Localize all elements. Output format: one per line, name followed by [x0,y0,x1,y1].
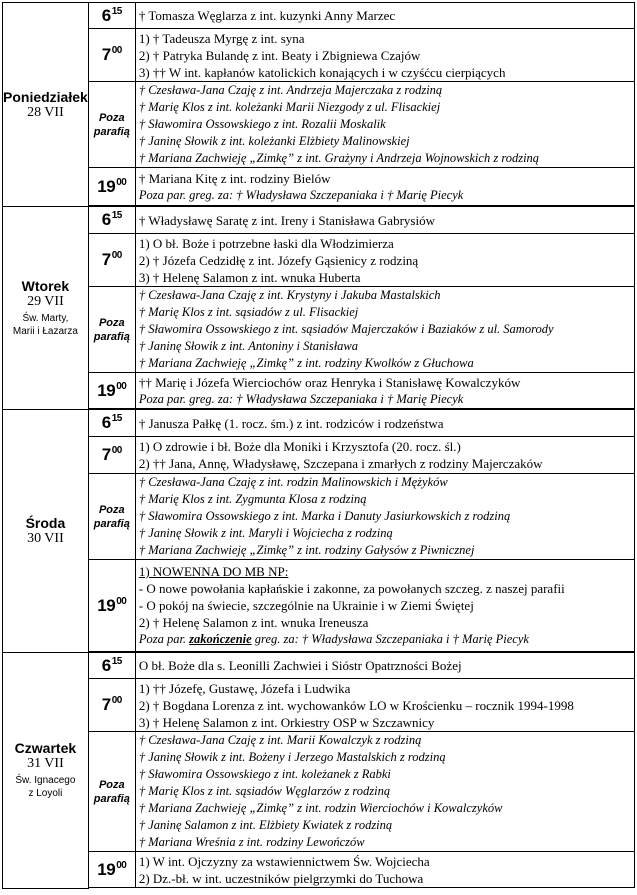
outside-parish-label: Poza parafią [88,474,135,560]
outside-intention: † Janinę Słowik z int. Bożeny i Jerzego Mastalskich z rodziną [138,750,446,764]
outside-intention: † Sławomira Ossowskiego z int. Marka i Danuty Jasiurkowskich z rodziną [138,509,511,523]
intention-line: 2) † Józefa Cedzidłę z int. Józefy Gąsienicy z rodziną [138,253,419,268]
intention-line: - O nowe powołania kapłańskie i zakonne, za powołanych szczeg. z naszej parafii [138,581,565,596]
intention-line: †† Marię i Józefa Wierciochów oraz Henryka i Stanisławę Kowalczyków [138,374,521,390]
row-thursday-1900 [3,852,635,888]
time-1900: $19^{00}$ [88,373,135,409]
time-1900: $19^{00}$ [88,560,135,652]
row-tuesday-615 [3,207,635,234]
intention-line: 1) O bł. Boże i potrzebne łaski dla Włodzimierza [138,236,394,251]
gregorian-line: Poza par. zakończenie greg. za: † Władysława Szczepaniaka i † Marię Piecyk [138,632,529,646]
outside-parish-label: Poza parafią [88,287,135,373]
row-thursday-outside [3,732,635,852]
row-thursday-700 [3,679,635,732]
outside-intention: † Czesława-Jana Czaję z int. rodzin Malinowskich i Mężyków [138,475,448,489]
row-tuesday-outside [3,287,635,373]
row-tuesday-1900 [3,373,635,409]
intention-line: 1) †† Józefę, Gustawę, Józefa i Ludwika [138,681,351,696]
intention-text: O bł. Boże dla s. Leonilli Zachwiei i Sióstr Opatrzności Bożej [138,658,462,673]
day-date: 30 VII [27,531,64,546]
day-patron: Św. Marty, [22,313,69,324]
row-monday-700 [3,29,635,82]
row-thursday-615 [3,653,635,679]
time-615: $6^{15}$ [88,207,135,234]
outside-intention: † Mariana Zachwieję „Zimkę” z int. rodziny Gałysów z Piwnicznej [138,543,475,557]
day-patron: Marii i Łazarza [12,326,78,337]
intention-line: 1) W int. Ojczyzny za wstawiennictwem Św. Wojciecha [138,853,430,869]
gregorian-ending-word: zakończenie [189,632,252,646]
outside-intention: † Czesława-Jana Czaję z int. Andrzeja Majerczaka z rodziną [138,83,443,97]
outside-intention: † Janinę Słowik z int. Maryli i Wojciecha z rodziną [138,526,393,540]
gregorian-line: Poza par. greg. za: † Władysława Szczepaniaka i † Marię Piecyk [138,187,464,202]
outside-intention: † Mariana Zachwieję „Zimkę” z int. Grażyny i Andrzeja Wojnowskich z rodziną [138,151,540,165]
day-name: Środa [25,515,66,531]
outside-intention: † Janinę Salamon z int. Elżbiety Kwiatek z rodziną [138,818,393,832]
outside-intention: † Sławomira Ossowskiego z int. Rozalii Moskalik [138,117,386,131]
day-cell-thursday [3,653,89,889]
intention-line: 3) † Helenę Salamon z int. wnuka Huberta [138,270,361,285]
novena-heading: 1) NOWENNA DO MB NP: [138,564,289,579]
intention-line: 1) † Tadeusza Myrgę z int. syna [138,31,305,46]
day-date: 29 VII [27,294,64,309]
intention-text: † Tomasza Węglarza z int. kuzynki Anny Marzec [138,8,396,23]
time-615: $6^{15}$ [88,653,135,679]
outside-intention: † Mariana Zachwieję „Zimkę” z int. rodzin Wierciochów i Kowalczyków [138,801,503,815]
intention-text: † Janusza Pałkę (1. rocz. śm.) z int. rodziców i rodzeństwa [138,415,444,431]
time-615: $6^{15}$ [88,410,135,437]
outside-intention: † Janinę Słowik z int. koleżanki Elżbiety Malinowskiej [138,134,410,148]
row-monday-1900 [3,168,635,206]
day-name: Czwartek [14,740,77,757]
row-monday-615 [3,3,635,29]
outside-intention: † Sławomira Ossowskiego z int. koleżanek z Rabki [138,767,391,781]
mass-schedule-table [2,2,635,889]
day-date: 31 VII [27,756,64,772]
day-patron: z Loyoli [28,788,63,800]
outside-intention: † Marię Klos z int. koleżanki Marii Niezgody z ul. Flisackiej [138,100,441,114]
intention-line: † Mariana Kitę z int. rodziny Bielów [138,170,331,186]
time-700: $7^{00}$ [88,679,135,732]
intention-line: 3) † Helenę Salamon z int. Orkiestry OSP w Szczawnicy [138,715,435,730]
time-1900: $19^{00}$ [88,852,135,888]
outside-intention: † Marię Klos z int. sąsiadów z ul. Flisackiej [138,305,359,319]
intention-line: 3) †† W int. kapłanów katolickich konających i w czyśćcu cierpiących [138,65,506,80]
row-wednesday-1900 [3,560,635,652]
outside-intention: † Marię Klos z int. Zygmunta Klosa z rodziną [138,492,367,506]
intention-text: † Władysławę Saratę z int. Ireny i Stanisława Gabrysiów [138,212,435,228]
day-cell-tuesday [3,207,89,410]
day-cell-wednesday [3,410,89,653]
row-monday-outside [3,82,635,168]
intention-line: 2) † Patryka Bulandę z int. Beaty i Zbigniewa Czajów [138,48,421,63]
intention-line: 1) O zdrowie i bł. Boże dla Moniki i Krzysztofa (20. rocz. śl.) [138,439,461,454]
outside-intention: † Marię Klos z int. sąsiadów Węglarzów z rodziną [138,784,391,798]
outside-intention: † Czesława-Jana Czaję z int. Marii Kowalczyk z rodziną [138,733,422,747]
time-700: $7^{00}$ [88,29,135,82]
row-wednesday-700 [3,437,635,474]
day-date: 28 VII [27,104,64,120]
intention-line: 2) † Bogdana Lorenza z int. wychowanków LO w Krościenku – rocznik 1994-1998 [138,698,574,713]
intention-line: 2) † Helenę Salamon z int. wnuka Ireneusza [138,615,369,630]
row-wednesday-615 [3,410,635,437]
outside-intention: † Mariana Zachwieję „Zimkę” z int. rodziny Kwolków z Głuchowa [138,356,474,370]
outside-intention: † Czesława-Jana Czaję z int. Krystyny i Jakuba Mastalskich [138,288,441,302]
intention-line: 2) Dz.-bł. w int. uczestników pielgrzymki do Tuchowa [138,870,424,886]
day-cell-monday [3,3,89,207]
day-name: Poniedziałek [3,88,88,105]
row-wednesday-outside [3,474,635,560]
time-1900: $19^{00}$ [88,168,135,206]
day-name: Wtorek [21,278,70,294]
row-tuesday-700 [3,234,635,287]
time-700: $7^{00}$ [88,234,135,287]
outside-parish-label: Poza parafią [88,732,135,852]
intention-line: 2) †† Jana, Annę, Władysławę, Szczepana i zmarłych z rodziny Majerczaków [138,456,543,471]
outside-intention: † Sławomira Ossowskiego z int. sąsiadów Majerczaków i Baziaków z ul. Samorody [138,322,554,336]
time-615: $6^{15}$ [88,3,135,29]
time-700: $7^{00}$ [88,437,135,474]
outside-intention: † Janinę Słowik z int. Antoniny i Stanisława [138,339,359,353]
day-patron: Św. Ignacego [15,775,76,787]
outside-intention: † Mariana Wreśnia z int. rodziny Lewończów [138,835,365,849]
outside-parish-label: Poza parafią [88,82,135,168]
gregorian-line: Poza par. greg. za: † Władysława Szczepaniaka i † Marię Piecyk [138,391,464,406]
intention-line: - O pokój na świecie, szczególnie na Ukrainie i w Ziemi Świętej [138,598,474,613]
